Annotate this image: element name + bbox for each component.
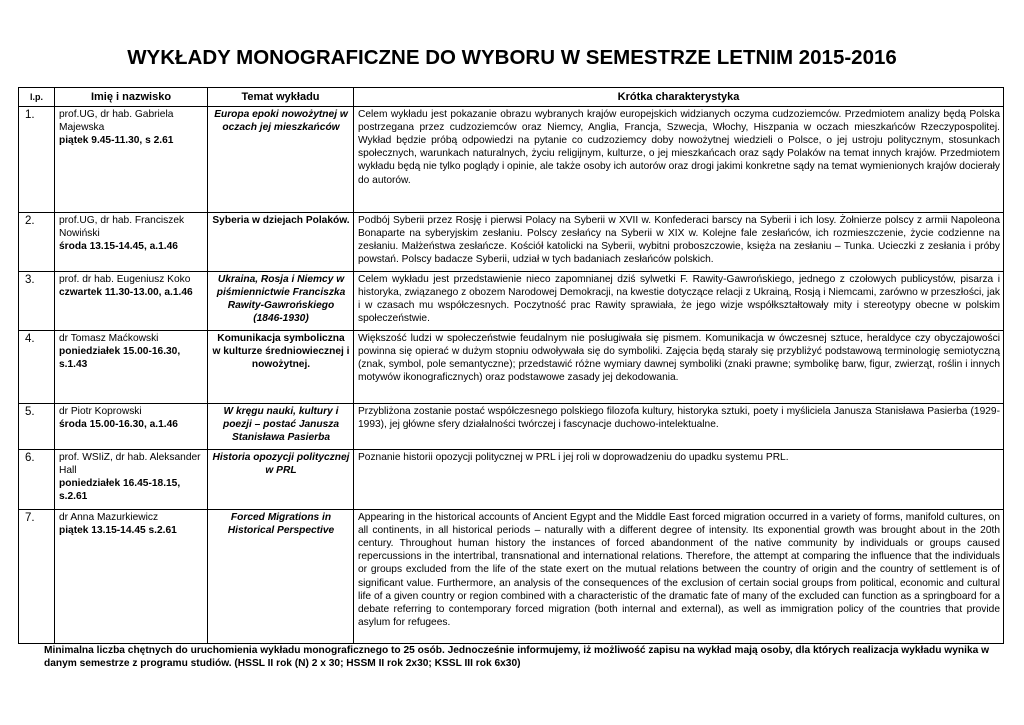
lecture-description: Celem wykładu jest przedstawienie nieco zapomnianej dziś sylwetki F. Rawity-Gawrońskiego, jednego z czołowych publicystów, pisarza i historyka, związanego z obozem Narodowej Demokracji, na kwestie dotyczące relacji z Ukrainą, Rosją i Niemcami, zarówno w przeszłości, jak i w czasach mu współczesnych. Poczytność prac Rawity sprawiała, że jego wizje współkształtowały mity i stereotypy obecne w polskim społeczeństwie. [354,272,1004,331]
header-description: Krótka charakterystyka [354,88,1004,107]
table-row [19,331,1004,404]
table-header-row [19,88,1004,107]
row-number: 2. [19,213,55,272]
table-row [19,404,1004,450]
lecture-schedule: piątek 13.15-14.45 s.2.61 [59,525,177,537]
lecturer-cell [55,510,208,644]
lecture-description: Celem wykładu jest pokazanie obrazu wybranych krajów europejskich widzianych oczyma cudzoziemców. Przedmiotem analizy będą Polska postrzegana przez cudzoziemców oraz Niemcy, Anglia, Francja, Szwecja, Włochy, Hiszpania w oczach mieszkańców Rzeczypospolitej. Wykład będzie próbą odpowiedzi na pytanie co cudzoziemcy doby nowożytnej wiedzieli o Polsce, o jej ustroju politycznym, stosunkach społecznych, warunkach naturalnych, życiu religijnym, kulturze, o jej mieszkańcach oraz sądy Polaków na temat innych krajów. Przedmiotem wykładu będą nie tylko poglądy i opinie, ale także osoby ich autorów oraz drogi jakimi konkretne sądy na temat wymienionych krajów docierały do autorów. [354,107,1004,213]
lecture-schedule: poniedziałek 15.00-16.30, s.1.43 [59,346,181,371]
header-name: Imię i nazwisko [55,88,208,107]
lecture-topic: Historia opozycji politycznej w PRL [208,450,354,510]
lecturer-cell [55,107,208,213]
lecture-description: Poznanie historii opozycji politycznej w PRL i jej roli w doprowadzeniu do upadku systemu PRL. [354,450,1004,510]
lecture-topic: Ukraina, Rosja i Niemcy w piśmiennictwie Franciszka Rawity-Gawrońskiego (1846-1930) [208,272,354,331]
lecturer-cell [55,331,208,404]
lecture-topic: Forced Migrations in Historical Perspective [208,510,354,644]
lecture-topic: Syberia w dziejach Polaków. [208,213,354,272]
header-lp: l.p. [19,88,55,107]
header-topic: Temat wykładu [208,88,354,107]
lecture-description: Appearing in the historical accounts of Ancient Egypt and the Middle East forced migration occurred in a variety of forms, manifold cultures, on all continents, in all historical periods – naturally with a different degree of intensity. Its exponential growth was brought about in the 20th century. Throughout human history the instances of forced abandonment of the native community by individuals or groups caused repercussions in the intertribal, transnational and international relations. Therefore, the attempt at comparing the influence that the individuals or groups excluded from the life of the state exert on the mutual relations between the country of origin and the country of settlement is of significant value. Furthermore, an analysis of the consequences of the exclusion of certain social groups from political, economic and cultural life of a given country or region combined with a characteristic of the dramatic fate of many of the excluded can function as a springboard for a debate referring to contemporary forced migration (both internal and external), as well as immigration policy of the countries that provide asylum for refugees. [354,510,1004,644]
lecture-schedule: poniedziałek 16.45-18.15, s.2.61 [59,478,181,503]
lecture-description: Większość ludzi w społeczeństwie feudalnym nie posługiwała się pismem. Komunikacja w ówczesnej sztuce, heraldyce czy obyczajowości powinna się opierać w dużym stopniu odwoływała się do symboliki. Zajęcia będą starały się przybliżyć podstawową terminologię semiotyczną (znak, symbol, pole semantyczne); przedstawić różne wymiary dawnej symboliki (znaki prawne; symbolikę barw, figur, zwierząt, roślin i innych motywów ikonograficznych) oraz podstawowe zasady jej dekodowania. [354,331,1004,404]
lecture-schedule: piątek 9.45-11.30, s 2.61 [59,135,174,147]
table-row [19,107,1004,213]
lecture-topic: Europa epoki nowożytnej w oczach jej mieszkańców [208,107,354,213]
lecture-schedule: środa 15.00-16.30, a.1.46 [59,419,178,431]
row-number: 3. [19,272,55,331]
lecture-topic: Komunikacja symboliczna w kulturze średniowiecznej i nowożytnej. [208,331,354,404]
lecture-schedule: czwartek 11.30-13.00, a.1.46 [59,287,193,299]
table-row [19,272,1004,331]
lecturer-name: prof.UG, dr hab. Gabriela Majewska [59,109,174,134]
lecturer-name: dr Anna Mazurkiewicz [59,512,159,524]
table-row [19,450,1004,510]
row-number: 4. [19,331,55,404]
lecture-description: Przybliżona zostanie postać współczesnego polskiego filozofa kultury, historyka sztuki, poety i myśliciela Janusza Stanisława Pasierba (1929-1993), jej główne sfery działalności twórczej i fascynacje duchowo-intelektualne. [354,404,1004,450]
lecturer-name: dr Piotr Koprowski [59,406,142,418]
lecturer-cell [55,213,208,272]
lecture-topic: W kręgu nauki, kultury i poezji – postać Janusza Stanisława Pasierba [208,404,354,450]
lectures-table [18,87,1004,644]
lecturer-name: prof.UG, dr hab. Franciszek Nowiński [59,215,185,240]
lecturer-cell [55,404,208,450]
row-number: 7. [19,510,55,644]
footer-note: Minimalna liczba chętnych do uruchomienia wykładu monograficznego to 25 osób. Jednocześnie informujemy, iż możliwość zapisu na wykład mają osoby, dla których realizacja wykładu wynika w danym semestrze z programu studiów. (HSSL II rok (N) 2 x 30; HSSM II rok 2x30; KSSL III rok 6x30) [44,645,990,669]
lecture-schedule: środa 13.15-14.45, a.1.46 [59,241,178,253]
lecturer-cell [55,272,208,331]
lecturer-name: dr Tomasz Maćkowski [59,333,159,345]
row-number: 1. [19,107,55,213]
row-number: 6. [19,450,55,510]
lecture-description: Podbój Syberii przez Rosję i pierwsi Polacy na Syberii w XVII w. Konfederaci barscy na Syberii i ich losy. Żołnierze polscy z armii Napoleona Bonaparte na syberyjskim zesłaniu. Polscy zesłańcy na Syberii w XIX w. Kolejne fale zesłańców, ich rozmieszczenie, życie codzienne na zesłaniu. Małżeństwa zesłańcze. Kościół katolicki na Syberii, wybitni proboszczowie, księża na zesłaniu – Tunka. Ucieczki z zesłania i próby powstań. Polscy badacze Syberii, udział w tych badaniach zesłańców polskich. [354,213,1004,272]
lecturer-cell [55,450,208,510]
table-row [19,213,1004,272]
row-number: 5. [19,404,55,450]
table-row [19,510,1004,644]
page-title: WYKŁADY MONOGRAFICZNE DO WYBORU W SEMESTRZE LETNIM 2015-2016 [127,46,897,69]
lecturer-name: prof. dr hab. Eugeniusz Koko [59,274,191,286]
lecturer-name: prof. WSIiZ, dr hab. Aleksander Hall [59,452,201,477]
